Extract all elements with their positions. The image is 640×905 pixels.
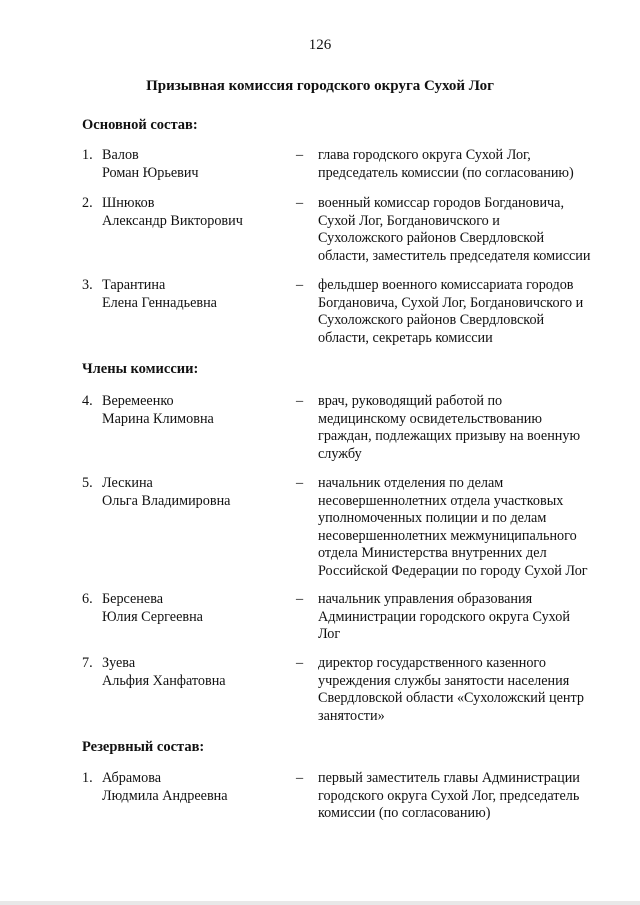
member-dash: – <box>296 591 304 607</box>
member-dash: – <box>296 655 304 671</box>
member-role: глава городского округа Сухой Лог, председатель комиссии (по согласованию) <box>318 147 574 181</box>
member-role: директор государственного казенного учреждения службы занятости населения Свердловской области «Сухоложский центр занятости» <box>318 655 584 724</box>
member-number: 5. <box>82 475 93 491</box>
member-number: 1. <box>82 147 93 163</box>
member-name: Валов Роман Юрьевич <box>102 147 199 181</box>
member-role: врач, руководящий работой по медицинскому освидетельствованию граждан, подлежащих призыву на военную службу <box>318 393 581 462</box>
member-name: Шнюков Александр Викторович <box>102 195 243 229</box>
section-heading-reserve: Резервный состав: <box>82 739 205 755</box>
member-number: 2. <box>82 195 93 211</box>
member-name: Лескина Ольга Владимировна <box>102 475 231 509</box>
member-name: Тарантина Елена Геннадьевна <box>102 277 217 311</box>
member-dash: – <box>296 770 304 786</box>
page-bottom-edge <box>0 901 640 905</box>
member-number: 7. <box>82 655 93 671</box>
member-number: 1. <box>82 770 93 786</box>
member-role: первый заместитель главы Администрации городского округа Сухой Лог, председатель комиссии (по согласованию) <box>318 770 580 821</box>
member-number: 3. <box>82 277 93 293</box>
member-role: начальник управления образования Администрации городского округа Сухой Лог <box>318 591 570 642</box>
member-name: Берсенева Юлия Сергеевна <box>102 591 203 625</box>
member-dash: – <box>296 195 304 211</box>
member-dash: – <box>296 147 304 163</box>
member-dash: – <box>296 277 304 293</box>
member-number: 6. <box>82 591 93 607</box>
member-name: Зуева Альфия Ханфатовна <box>102 655 226 689</box>
member-dash: – <box>296 393 304 409</box>
document-title: Призывная комиссия городского округа Сухой Лог <box>146 78 494 94</box>
member-role: военный комиссар городов Богдановича, Сухой Лог, Богдановичского и Сухоложского районов Свердловской области, заместитель председателя комиссии <box>318 195 591 264</box>
member-dash: – <box>296 475 304 491</box>
page-number: 126 <box>308 37 332 53</box>
member-role: начальник отделения по делам несовершеннолетних отдела участковых уполномоченных полиции и по делам несовершеннолетних межмуниципального отдела Министерства внутренних дел Российской Федерации по городу Сухой Лог <box>318 475 588 579</box>
member-role: фельдшер военного комиссариата городов Богдановича, Сухой Лог, Богдановичского и Сухоложского районов Свердловской области, секретарь комиссии <box>318 277 584 346</box>
member-name: Веремеенко Марина Климовна <box>102 393 214 427</box>
member-name: Абрамова Людмила Андреевна <box>102 770 228 804</box>
member-number: 4. <box>82 393 93 409</box>
section-heading-main: Основной состав: <box>82 117 198 133</box>
section-heading-members: Члены комиссии: <box>82 361 199 377</box>
